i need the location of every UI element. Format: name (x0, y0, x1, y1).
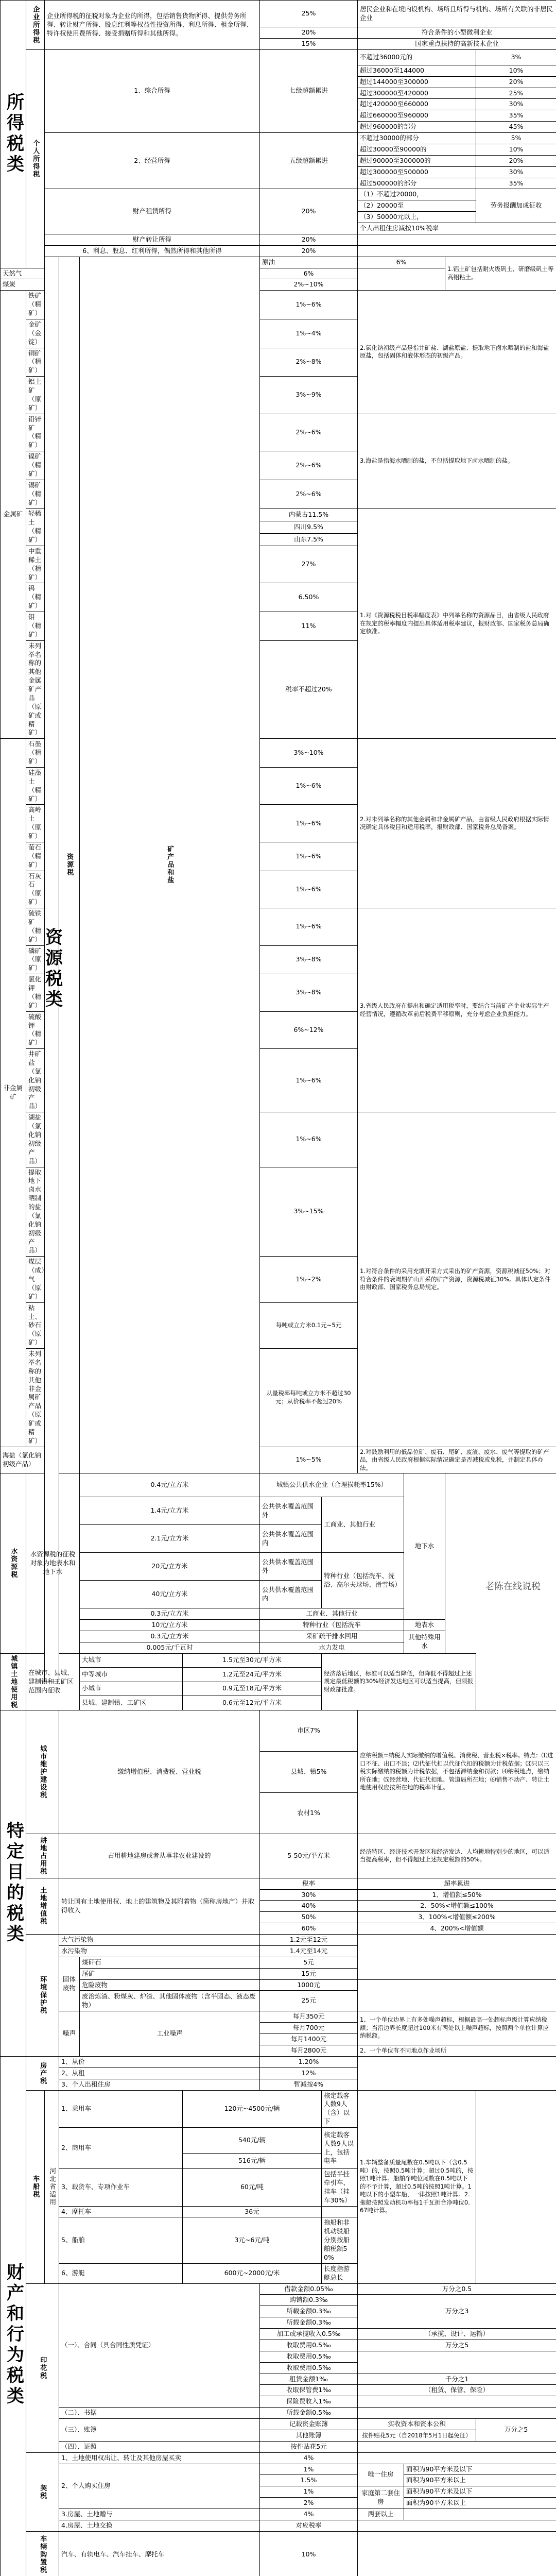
mineral-item: 石灰石（原矿） (26, 871, 45, 908)
bracket: 超过30000至90000的 (358, 144, 476, 155)
bracket-rate: 10% (476, 65, 556, 76)
category-property: 财产和行为税类 (1, 2056, 26, 2576)
vehicle-mid: 核定载客人数9人（含）以下 (322, 2090, 358, 2128)
stamp-lic: （四）、证照 (59, 2441, 260, 2452)
solid-rate: 5元 (260, 1957, 358, 1968)
nonmetal-label: 非金属矿 (1, 739, 26, 1447)
house-item: 3、个人出租住房 (59, 2079, 260, 2090)
vpt-tax-name: 车辆购置税 (26, 2531, 59, 2576)
metal-label: 金属矿 (1, 291, 26, 739)
water-tax-name: 水资源税 (1, 1473, 26, 1654)
water-desc: 工商业、其他行业 (260, 1608, 404, 1620)
deed-mid: 唯一住房 (358, 2464, 404, 2486)
mineral-rate: 税率不超过20% (260, 640, 358, 739)
mineral-item: 萤石（精矿） (26, 842, 45, 871)
mineral-rate: 3%~8% (260, 945, 358, 974)
bracket: 超过500000的部分 (358, 178, 476, 189)
noise-rate: 每月2800元 (260, 2045, 358, 2057)
stamp-contract: （一）、合同（具合同性质凭证） (59, 2283, 260, 2408)
water-type: 地表水 (404, 1620, 445, 1631)
bracket-rate: 35% (476, 110, 556, 122)
water-scope: 水资源税的征税对象为地表水和地下水 (26, 1473, 80, 1654)
solid-item: 废治炼渣、粉煤灰、炉渣、其他固体废物（含半固态、液态废物） (80, 1991, 260, 2011)
water-rate: 0.3元/立方米 (80, 1631, 260, 1642)
deed-mid: 家庭第二套住房 (358, 2486, 404, 2509)
house-tax-name: 房产税 (26, 2056, 59, 2090)
res-note: 1.对《资源税税目税率幅度表》中列举名称的资源品目，由省级人民政府在规定的税率幅度内提出具体适用税率建议，报财政部、国家税务总局确定核准。 (358, 509, 556, 739)
mineral-item: 氯化钾（精矿） (26, 974, 45, 1012)
pit-div-label: 6、利息、股息、红利所得，偶然所得和其他所得 (45, 245, 260, 257)
water-rate: 10元/立方米 (80, 1620, 260, 1631)
city-size: 县城、建制镇、工矿区 (80, 1696, 183, 1710)
water-rate: 0.3元/立方米 (80, 1608, 260, 1620)
lvat-rate: 30% (260, 1889, 358, 1901)
corp-tax-name: 企业所得税 (26, 1, 45, 50)
lvat-tier: 3、100%<增值额≤200% (358, 1912, 556, 1923)
city-size: 大城市 (80, 1653, 183, 1668)
water-rate: 1.4元/立方米 (80, 1497, 260, 1525)
rare-rate: 内蒙古11.5% (260, 509, 358, 521)
pollutant-rate: 1.2元至12元 (260, 1935, 358, 1946)
rent-tier: （2）20000至 (358, 200, 476, 212)
corp-note: 符合条件的小型微利企业 (358, 27, 556, 39)
rent-note2: 个人出租住房减按10%税率 (358, 223, 556, 234)
bracket: 超过300000至420000 (358, 88, 476, 99)
stamp-rate: 所载金额0.3‰ (260, 2306, 358, 2317)
vehicle-mid: 长度指游艇总长 (322, 2263, 358, 2283)
lvat-rate: 40% (260, 1901, 358, 1912)
land-rate: 0.6元至12元/平方米 (183, 1696, 322, 1710)
mineral-item: 金矿（金锭） (26, 319, 45, 348)
stamp-note: 万分之3 (358, 2295, 556, 2329)
vpt-scope: 汽车、有轨电车、汽车挂车、摩托车 (59, 2531, 260, 2576)
energy-rate: 6% (260, 268, 358, 279)
bracket: 不超过30000的部分 (358, 133, 476, 144)
water-desc: 公共供水覆盖范围内 (260, 1525, 322, 1553)
vehicle-mid: 核定载客人数9人以上，包括电车 (322, 2128, 358, 2169)
stamp-rate: 收取费用0.5‰ (260, 2351, 358, 2362)
corp-note: 居民企业和在境内设机构、场所且所得与机构、场所有关联的非居民企业 (358, 1, 556, 27)
mineral-rate: 3%~15% (260, 1167, 358, 1257)
lvat-tier: 2、50%<增值额≤100% (358, 1901, 556, 1912)
corp-scope: 企业所得税的征税对象为企业的所得，包括销售货物所得、提供劳务所得、转让财产所得、股息红利等权益性投资所得、利息所得、租金所得、特许权使用费所得、接受捐赠所得和其他所得。 (45, 1, 260, 50)
noise-note: 1、一个单位边界上有多处噪声超标，根据最高一处超标声级计算应纳税额；当沿边界长度超过100米有两处以上噪声超标，按照两个单位计算应纳税额。 (358, 2011, 556, 2045)
mineral-item: 提取地下卤水晒制的盐（氯化钠初级产品） (26, 1167, 45, 1257)
mineral-item: 湖盐（氯化钠初级产品） (26, 1112, 45, 1167)
vv-tax-name: 车船税 (26, 2090, 45, 2283)
res-note: 2.氯化钠初级产品是指井矿盐、湖盐原盐、提取地下卤水晒制的盐和海盐原盐，包括固体和液体形态的初级产品。 (358, 291, 556, 414)
deed-rate: 1% (260, 2464, 358, 2475)
mineral-rate: 每吨或立方米0.1元~5元 (260, 1302, 358, 1348)
bracket-rate: 30% (476, 166, 556, 178)
land-tax-name: 城镇土地使用税 (1, 1653, 26, 1710)
bracket: 超过90000至300000的 (358, 155, 476, 166)
stamp-ledger-row: 记载资金账簿 (260, 2419, 358, 2430)
mineral-item: 硫铁矿（精矿） (26, 908, 45, 946)
urban-scope: 缴纳增值税、消费税、营业税 (59, 1710, 260, 1834)
urban-tax-name: 城市维护建设税 (26, 1710, 59, 1834)
stamp-rate: 收取费用0.5‰ (260, 2340, 358, 2351)
water-desc: 水力发电 (260, 1642, 404, 1653)
res-note: 2.对鼓励利用的低品位矿、废石、尾矿、废渣、废水、废气等提取的矿产品，由省级人民政府根据实际情况确定是否减税或免税，并制定具体办法。 (358, 1447, 556, 1473)
house-item: 2、从租 (59, 2067, 260, 2079)
mineral-item: 煤层（成）气（原矿） (26, 1257, 45, 1302)
res-note: 1.铝土矿包括耐火级矾土、研磨级矾土等高铝粘土。 (445, 257, 556, 291)
land-note: 经济落后地区，标准可以适当降低，但降低不得超过上述规定最低税额的30%经济发达地区可以适当提高，但须报财政部批准。 (322, 1653, 476, 1710)
mineral-rate: 2%~6% (260, 414, 358, 451)
mineral-item: 铅锌矿（精矿） (26, 414, 45, 451)
water-rate: 0.4元/立方米 (80, 1473, 260, 1497)
vehicle-item: 6、游艇 (59, 2263, 183, 2283)
water-rate: 20元/立方米 (80, 1553, 260, 1581)
mineral-item: 铜矿（精矿） (26, 348, 45, 377)
corp-rate: 15% (260, 38, 358, 49)
water-type: 地下水 (404, 1473, 445, 1620)
stamp-lic-rate: 按件贴花5元 (260, 2441, 358, 2452)
mineral-item: 硅藻土（精矿） (26, 767, 45, 805)
vehicle-rate: 36元 (183, 2206, 322, 2217)
mineral-rate: 1%~6% (260, 908, 358, 946)
noise-rate: 每月700元 (260, 2023, 358, 2034)
mineral-rate: 1%~4% (260, 319, 358, 348)
pit-rent-rate: 20% (260, 189, 358, 234)
stamp-book-rate: 所载金额0.5‰ (260, 2408, 358, 2419)
lvat-scope: 转让国有土地使用权、地上的建筑物及其附着物（简称房地产）并取得收入 (59, 1878, 260, 1934)
stamp-note: （租赁、保管、保险） (358, 2385, 556, 2396)
mineral-rate: 1%~6% (260, 842, 358, 871)
mineral-item: 磷矿（原矿） (26, 945, 45, 974)
corp-note: 国家重点扶持的高新技术企业 (358, 38, 556, 49)
mineral-rate: 2%~6% (260, 451, 358, 480)
mineral-item: 未列举名称的其他非金属矿产品（原矿或精矿） (26, 1349, 45, 1447)
bracket: 超过36000至144000 (358, 65, 476, 76)
mineral-item: 铝土矿（原矿） (26, 377, 45, 414)
stamp-note: 千分之1 (358, 2374, 556, 2385)
mineral-item: 镍矿（精矿） (26, 451, 45, 480)
mineral-rate: 1%~6% (260, 1112, 358, 1167)
stamp-rate: 保险费收入1‰ (260, 2396, 358, 2408)
pit-rent-label: 财产租赁所得 (45, 189, 260, 234)
vehicle-item: 1、乘用车 (59, 2090, 183, 2128)
deed-rate: 4% (260, 2452, 358, 2464)
farm-tax-name: 耕地占用税 (26, 1834, 59, 1878)
lvat-header: 税率 (260, 1878, 358, 1889)
stamp-book: （二）、书据 (59, 2408, 260, 2419)
deed-tax-name: 契税 (26, 2452, 59, 2531)
category-special: 特定目的税类 (1, 1710, 26, 2056)
deed-right: 面积为90平方米及以下 (404, 2486, 556, 2498)
pit-name: 个人所得税 (26, 49, 45, 268)
mineral-rate: 1%~6% (260, 291, 358, 319)
pit-biz-label: 2、经营所得 (45, 133, 260, 189)
bracket-rate: 25% (476, 88, 556, 99)
corp-rate: 25% (260, 1, 358, 27)
pit-comp-method: 七级超额累进 (260, 49, 358, 132)
vehicle-rate: 60元/吨 (183, 2169, 322, 2207)
solid-rate: 25元 (260, 1991, 358, 2011)
stamp-rate: 收取保管费1‰ (260, 2385, 358, 2396)
house-rate: 1.20% (260, 2056, 358, 2067)
rent-tier: （1）不超过20000， (358, 189, 476, 200)
pit-biz-method: 五级超额累进 (260, 133, 358, 189)
mineral-item: 硫酸钾（精矿） (26, 1011, 45, 1049)
deed-right: 面积为90平方米以上 (404, 2498, 556, 2509)
mineral-item: 粘土、砂石（原矿） (26, 1302, 45, 1348)
urban-note: 应纳税额=纳税人实际缴纳的增值税、消费税、营业税×税率。特点：⑴进口不征、出口不退；⑵代征代扣以代征代扣的税额为计税依据；⑶只以三税实际缴纳的税额为计税依据，不包括滞纳金和罚款；⑷纳税地点，缴纳所在地；⑸经营地、代征代扣地、管道局所在地；⑹销售不动产、转让土地使用权应按所在地的税率计征。 (358, 1710, 556, 1834)
category-income: 所得税类 (1, 1, 26, 268)
res-note: 3.省级人民政府在提出和确定适用税率时，要结合当前矿产企业实际生产经营情况，遵循改革前后税费平移原则，充分考虑企业负担能力。 (358, 908, 556, 1112)
deed-rate: 2% (260, 2498, 358, 2509)
pit-div-rate: 20% (260, 245, 358, 257)
water-desc: 工商业、其他行业 (322, 1497, 404, 1553)
mineral-item: 钼（精矿） (26, 612, 45, 641)
pit-transfer-rate: 20% (260, 234, 358, 245)
urban-rate: 农村1% (260, 1792, 358, 1834)
farm-scope: 占用耕地建房或者从事非农业建设的 (59, 1834, 260, 1878)
corp-rate: 20% (260, 27, 358, 39)
bracket: 超过420000至660000 (358, 99, 476, 110)
mineral-item: 锡矿（精矿） (26, 480, 45, 509)
lvat-rate: 60% (260, 1923, 358, 1935)
house-item: 1、从价 (59, 2056, 260, 2067)
res-note: 3.海盐是指海水晒制的盐，不包括提取地下卤水晒制的盐。 (358, 414, 556, 509)
house-rate: 12% (260, 2067, 358, 2079)
env-tax-name: 环境保护税 (26, 1935, 59, 2057)
bracket-rate: 45% (476, 122, 556, 133)
rare-rate: 四川9.5% (260, 521, 358, 533)
bracket-rate: 10% (476, 144, 556, 155)
mineral-rate: 3%~8% (260, 974, 358, 1012)
water-desc: 特种行业（包括洗车、洗浴、高尔夫球场、滑雪场） (322, 1553, 404, 1608)
mineral-rate: 6.50% (260, 583, 358, 612)
house-rate: 暂减按4% (260, 2079, 358, 2090)
deed-item: 4.房屋、土地交换 (59, 2520, 260, 2531)
solid-rate: 15元 (260, 1968, 358, 1979)
vehicle-item: 3、载货车、专项作业车 (59, 2169, 183, 2207)
land-scope: 在城市、县城、建制镇和工矿区范围内征收 (26, 1653, 80, 1710)
mineral-item: 井矿盐（氯化钠初级产品） (26, 1049, 45, 1112)
mineral-rate: 3%~10% (260, 739, 358, 768)
water-rate: 0.005元/千瓦时 (80, 1642, 260, 1653)
vpt-rate: 10% (260, 2531, 358, 2576)
bracket: 超过960000的部分 (358, 122, 476, 133)
deed-right: 面积为90平方米以上 (404, 2475, 556, 2486)
water-desc: 特种行业（包括洗车 (260, 1620, 404, 1631)
rare-rate: 山东7.5% (260, 533, 358, 546)
stamp-rate: 借款金额0.05‰ (260, 2283, 358, 2295)
noise-label: 噪声 (59, 2011, 80, 2057)
bracket-rate: 30% (476, 99, 556, 110)
land-rate: 1.5元至30元/平方米 (183, 1653, 322, 1668)
stamp-ledger-note: 实收资本和资本公积 (358, 2419, 476, 2430)
water-rate: 40元/立方米 (80, 1581, 260, 1608)
solid-item: 煤矸石 (80, 1957, 260, 1968)
farm-note: 经济特区、经济技术开发区和经济发达、人均耕地特别少的地区，可以适当提高税率，但不得超过上述规定税额的50%。 (358, 1834, 556, 1878)
vv-note: 1.车辆整备质量尾数在0.5吨以下（含0.5吨）的，按照0.5吨计算；超过0.5吨的，按照1吨计算。船舶净吨位尾数在0.5吨以下的不予计算，超过0.5吨的按照1吨计算。1吨以下的小型车船，一律按照1吨计算。2.拖船按照发动机功率每1千瓦折合净吨位0.67吨计算。 (358, 2090, 476, 2283)
salt-rate: 1%~5% (260, 1447, 358, 1473)
stamp-tax-name: 印花税 (26, 2283, 59, 2452)
bracket: 超过144000至300000 (358, 76, 476, 88)
solid-item: 尾矿 (80, 1968, 260, 1979)
watermark: 老陈在线说税 (485, 1581, 541, 1592)
deed-rate: 1.5% (260, 2475, 358, 2486)
energy-item: 天然气 (1, 268, 45, 279)
stamp-ledger-rate: 万分之5 (476, 2419, 556, 2442)
stamp-rate: 购销额0.3‰ (260, 2295, 358, 2306)
mineral-item: 未列举名称的其他金属矿产品（原矿或精矿） (26, 640, 45, 739)
stamp-rate: 收取费用0.5‰ (260, 2362, 358, 2374)
water-desc: 公共供水覆盖范围内 (260, 1581, 322, 1608)
mineral-item: 中重稀土（精矿） (26, 546, 45, 583)
city-size: 小城市 (80, 1682, 183, 1696)
pollutant: 水污染物 (59, 1945, 260, 1957)
vehicle-rate: 600元~2000元/米 (183, 2263, 322, 2283)
farm-rate: 5-50元/平方米 (260, 1834, 358, 1878)
vehicle-mid: 包括半挂牵引车、挂车（挂车30%） (322, 2169, 358, 2207)
deed-right: 面积为90平方米及以下 (404, 2464, 556, 2475)
stamp-rate: 加工或承揽收入0.5‰ (260, 2329, 358, 2340)
bracket: 超过660000至960000 (358, 110, 476, 122)
stamp-note: （承揽、设计、运输） (358, 2329, 556, 2340)
lvat-tier: 4、200%<增值额 (358, 1923, 556, 1935)
mineral-rate: 3%~9% (260, 377, 358, 414)
mineral-item: 铁矿（精矿） (26, 291, 45, 319)
noise-rate: 每月1400元 (260, 2034, 358, 2045)
rare-earth-label: 轻稀土（精矿） (26, 509, 45, 546)
city-size: 中等城市 (80, 1668, 183, 1682)
vehicle-rate: 516元/辆 (183, 2154, 322, 2169)
water-desc: 城镇公共供水企业（合理损耗率15%） (260, 1473, 404, 1497)
urban-rate: 市区7% (260, 1710, 358, 1751)
bracket-rate: 5% (476, 133, 556, 144)
vehicle-mid: 拖船和非机动驳船分别按船舶税额50% (322, 2217, 358, 2263)
solid-rate: 1000元 (260, 1979, 358, 1991)
mineral-rate: 1%~6% (260, 871, 358, 908)
land-rate: 1.2元至24元/平方米 (183, 1668, 322, 1682)
salt-item: 海盐（氯化钠初级产品） (1, 1447, 45, 1473)
deed-rate: 1% (260, 2486, 358, 2498)
vehicle-rate: 3元~6元/吨 (183, 2217, 322, 2263)
bracket-rate: 20% (476, 76, 556, 88)
water-desc: 采矿疏干排水回用 (260, 1631, 404, 1642)
vehicle-item: 2、商用车 (59, 2128, 183, 2169)
stamp-rate: 所载金额0.3‰ (260, 2317, 358, 2329)
lvat-tax-name: 土地增值税 (26, 1878, 59, 1934)
water-type: 其他特殊用水 (404, 1631, 445, 1653)
land-rate: 0.9元至18元/平方米 (183, 1682, 322, 1696)
lvat-header: 超率累进 (358, 1878, 556, 1889)
res-note: 1.对符合条件的采用充填开采方式采出的矿产资源，资源税减征50%；对符合条件的衰竭期矿山开采的矿产资源，资源税减征30%。具体认定条件由财政部、国家税务总局规定。 (358, 1112, 556, 1447)
energy-rate: 2%~10% (260, 279, 358, 291)
bracket-rate: 35% (476, 178, 556, 189)
vehicle-rate: 120元~4500元/辆 (183, 2090, 322, 2128)
bracket: 超过300000至500000 (358, 166, 476, 178)
mineral-rate: 1%~6% (260, 767, 358, 805)
deed-rate: 4% (260, 2509, 358, 2520)
mineral-rate: 1%~6% (260, 1049, 358, 1112)
energy-item: 煤炭 (1, 279, 45, 291)
res-note: 2.对未列举名称的其他金属和非金属矿产品，由省级人民政府根据实际情况确定具体税目和适用税率，报财政部、国家税务总局备案。 (358, 739, 556, 908)
energy-rate: 6% (358, 257, 445, 268)
category-resource: 资源税类 (45, 257, 59, 1682)
stamp-ledger-note: 按件贴花5元（自2018年5月1日起免征） (358, 2430, 476, 2441)
rent-tier: （3）50000元以上， (358, 212, 476, 223)
pit-comp-label: 1、综合所得 (45, 49, 260, 132)
mineral-rate: 2%~8% (260, 348, 358, 377)
mineral-item: 石墨（精矿） (26, 739, 45, 768)
mineral-rate: 6%~12% (260, 1011, 358, 1049)
noise-sub: 工业噪声 (80, 2011, 260, 2057)
bracket-rate: 20% (476, 155, 556, 166)
vehicle-rate: 540元/辆 (183, 2128, 322, 2154)
deed-mid: 两套以上 (358, 2509, 404, 2520)
stamp-rate: 租赁金额1‰ (260, 2374, 358, 2385)
pollutant: 大气污染物 (59, 1935, 260, 1946)
mineral-salt: 矿产品和盐 (80, 257, 260, 1473)
urban-rate: 县城、镇5% (260, 1751, 358, 1792)
stamp-ledger: （三）、账簿 (59, 2419, 260, 2442)
solid-label: 固体废物 (59, 1957, 80, 2011)
mineral-rate: 2%~6% (260, 480, 358, 509)
lvat-rate: 50% (260, 1912, 358, 1923)
vehicle-item: 5、船舶 (59, 2217, 183, 2263)
mineral-rate: 从量税率每吨或立方米不超过30元；从价税率不超过20% (260, 1349, 358, 1447)
water-rate: 2.1元/立方米 (80, 1525, 260, 1553)
deed-rate: 对应税率 (260, 2520, 358, 2531)
mineral-item: 高岭土（原矿） (26, 805, 45, 842)
mineral-item: 钨（精矿） (26, 583, 45, 612)
water-desc: 公共供水覆盖范围外 (260, 1497, 322, 1525)
pollutant-rate: 1.4元至14元 (260, 1945, 358, 1957)
bracket-rate: 3% (476, 49, 556, 65)
energy-item: 原油 (260, 257, 358, 268)
bracket: 不超过36000元的 (358, 49, 476, 65)
deed-item: 2、个人购买住房 (59, 2464, 260, 2509)
mineral-rate: 11% (260, 612, 358, 641)
solid-item: 危险废物 (80, 1979, 260, 1991)
vehicle-item: 4、摩托车 (59, 2206, 183, 2217)
stamp-note: 万分之5 (358, 2340, 556, 2351)
lvat-tier: 1、增值额≤50% (358, 1889, 556, 1901)
rent-note: 劳务报酬加成征收 (476, 189, 556, 223)
mineral-rate: 1%~2% (260, 1257, 358, 1302)
mineral-rate: 27% (260, 546, 358, 583)
noise-rate: 每月350元 (260, 2011, 358, 2023)
stamp-ledger-row: 其他账簿 (260, 2430, 358, 2441)
deed-item: 1、土地使用权出让、转让及其他房屋买卖 (59, 2452, 260, 2464)
mineral-rate: 1%~6% (260, 805, 358, 842)
deed-item: 3.房屋、土地赠与 (59, 2509, 260, 2520)
resource-tax-name: 资源税 (59, 257, 80, 1473)
vv-region: 河北省适用 (45, 2090, 59, 2283)
pit-transfer-label: 财产转让所得 (45, 234, 260, 245)
noise-note: 2、一个单位有不同地点作业场所 (358, 2045, 556, 2057)
stamp-note: 万分之0.5 (358, 2283, 556, 2295)
water-desc: 公共供水覆盖范围外 (260, 1553, 322, 1581)
